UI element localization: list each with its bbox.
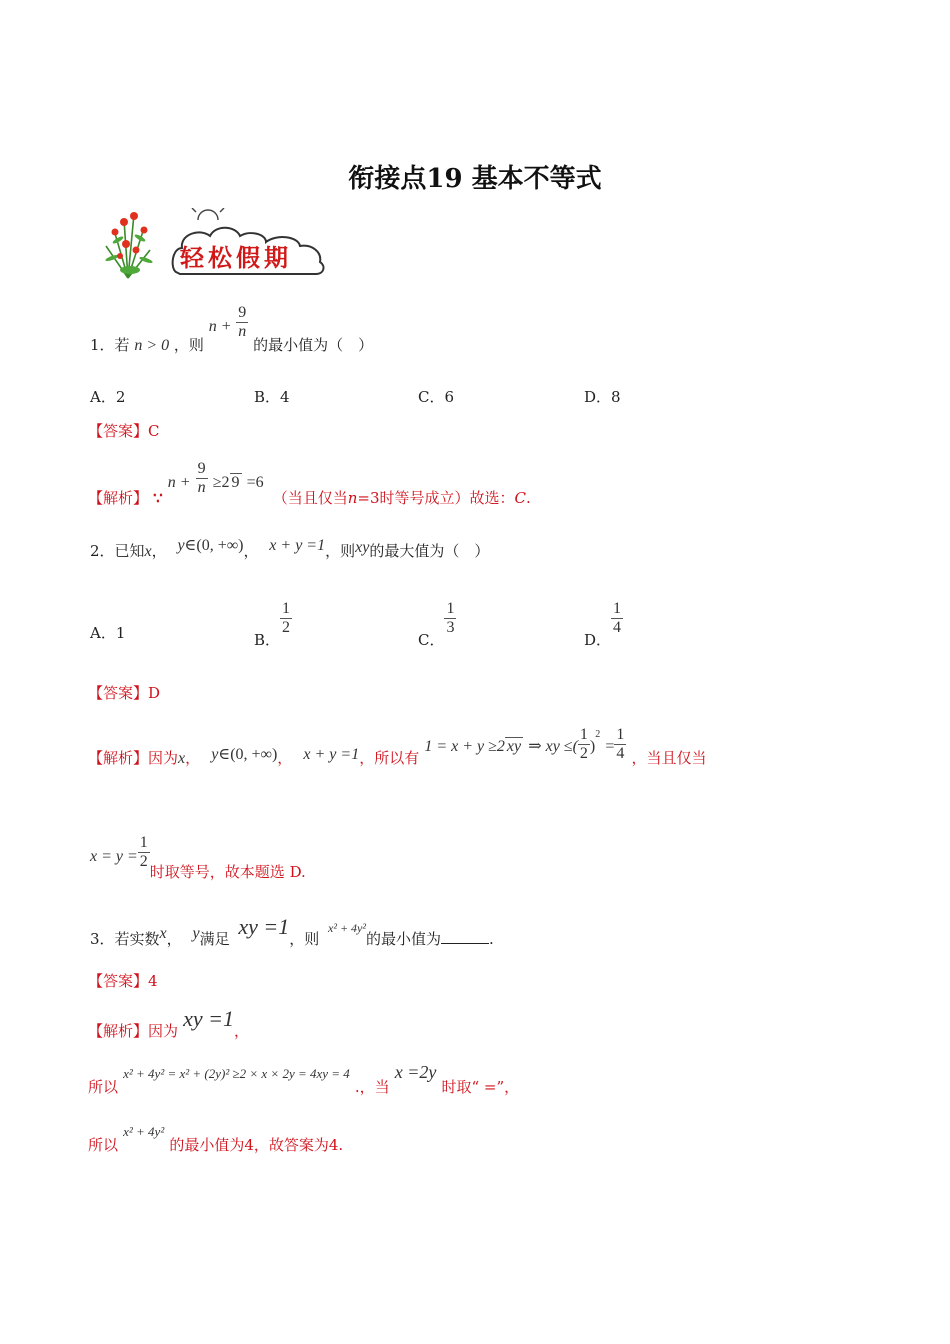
option-label: B． [254, 630, 281, 649]
paren-close: ) [589, 738, 596, 755]
analysis-text: 时取等号，故本题选 D. [149, 863, 306, 881]
comma: ， [185, 749, 201, 767]
period: . [489, 930, 494, 948]
q3-analysis-line-2 [88, 1062, 519, 1096]
analysis-text: 因为 [148, 749, 179, 767]
comma: ， [277, 749, 293, 767]
analysis-label: 【解析】 [88, 489, 149, 507]
q2-analysis [88, 712, 706, 768]
condition-xy: xy =1 [238, 914, 290, 939]
q1-answer [88, 420, 160, 441]
fraction-denominator: 2 [579, 745, 588, 762]
target-expression: x² + 4y² [123, 1124, 165, 1139]
page-title: 衔接点19 基本不等式 [348, 164, 602, 194]
answer-label: 【答案】 [88, 684, 149, 702]
question-2 [90, 537, 490, 561]
inequality-left: 1 = x + y ≥2 [424, 738, 505, 755]
equality-fraction [138, 834, 150, 871]
condition-sum: x + y =1 [303, 746, 360, 763]
question-3-text: 满足 [199, 930, 230, 948]
q1-option-c: C．6 [418, 388, 455, 406]
option-label: D． [584, 630, 612, 649]
analysis-text: ，所以有 [359, 749, 420, 767]
question-3-number: 3．若实数 [90, 930, 160, 948]
variable-x: x [144, 543, 152, 560]
fraction-denominator: 4 [616, 745, 625, 762]
analysis-text: 的最小值为4，故答案为4. [169, 1136, 344, 1154]
result-fraction [614, 726, 626, 763]
condition-interval: (0, +∞) [196, 537, 244, 554]
analysis-text: ，当且仅当 [631, 749, 707, 767]
q3-analysis [88, 1002, 250, 1040]
q1-analysis [88, 452, 531, 507]
q2-option-a: A．1 [90, 624, 126, 642]
question-3 [90, 912, 494, 946]
fraction-denominator: n [197, 479, 206, 496]
fraction-numerator: 1 [613, 600, 622, 617]
fraction-denominator: n [238, 323, 247, 340]
option-fraction [280, 600, 292, 637]
question-1-prompt: 的最小值为（ ） [253, 335, 374, 354]
analysis-text: 所以 [88, 1136, 119, 1154]
fraction-denominator: 2 [139, 853, 148, 870]
question-1 [90, 300, 373, 360]
condition-y-in: y∈ [177, 537, 197, 554]
fraction-numerator: 1 [616, 726, 625, 743]
option-label: C． [418, 630, 445, 649]
q3-answer [88, 970, 158, 991]
option-fraction [444, 600, 456, 637]
analysis-text: 所以 [88, 1078, 119, 1096]
question-2-sep: ，则 [325, 542, 356, 560]
solution-note [273, 489, 531, 507]
fraction-denominator: 4 [613, 619, 622, 636]
note-end: . [526, 489, 531, 507]
question-1-sep: ，则 [173, 335, 204, 354]
fraction-denominator: 2 [282, 619, 291, 636]
question-2-prompt: 的最大值为（ ） [369, 542, 490, 560]
answer-value: C [148, 422, 160, 440]
option-fraction [611, 600, 623, 637]
solution-result: =6 [246, 474, 264, 491]
q2-option-c [418, 594, 456, 649]
variable-xy: xy [355, 539, 370, 556]
question-3-sep: ，则 [289, 930, 320, 948]
fraction-numerator: 1 [139, 834, 148, 851]
q1-option-a: A．2 [90, 388, 126, 406]
question-1-number: 1．若 [90, 335, 130, 354]
solution-geq: ≥2 [212, 474, 230, 491]
variable-x: x [178, 750, 186, 767]
analysis-text: .，当 [354, 1078, 390, 1096]
note-text: =3时等号成立）故选： [357, 489, 515, 507]
equality-condition: x = y = [90, 848, 138, 865]
inequality-mid: ⇒ xy ≤( [528, 738, 578, 755]
condition-y-in: y∈ [211, 746, 231, 763]
q2-answer [88, 682, 160, 703]
equals: = [605, 738, 615, 755]
fraction-numerator: 9 [238, 304, 247, 321]
solution-expression: n + [167, 474, 191, 491]
fraction-numerator: 1 [579, 726, 588, 743]
analysis-text: 时取“ =”， [441, 1078, 520, 1096]
note-variable: n [347, 489, 358, 507]
fraction-denominator: 3 [446, 619, 455, 636]
note-text: （当且仅当 [272, 489, 348, 507]
variable-y: y [192, 925, 200, 942]
inequality-fraction [578, 726, 590, 763]
sqrt-radicand: 9 [231, 474, 240, 491]
answer-label: 【答案】 [88, 422, 149, 440]
note-choice: C [514, 489, 527, 507]
exponent: 2 [595, 728, 601, 740]
answer-label: 【答案】 [88, 972, 149, 990]
fraction-numerator: 9 [197, 460, 206, 477]
sqrt-radicand: xy [506, 738, 522, 755]
q1-option-b: B．4 [254, 388, 290, 406]
comma: ， [166, 930, 182, 948]
question-1-condition: n > 0 [134, 336, 170, 354]
question-1-fraction [236, 304, 248, 341]
answer-value: D [148, 684, 161, 702]
q2-option-b [254, 594, 292, 649]
inequality-chain: x² + 4y² = x² + (2y)² ≥2 × x × 2y = 4xy = 4 [123, 1066, 350, 1081]
question-1-expression: n + [208, 317, 232, 335]
banner-text: 轻松假期 [180, 243, 292, 272]
fraction-numerator: 1 [446, 600, 455, 617]
q3-analysis-line-3 [88, 1120, 343, 1154]
condition-interval: (0, +∞) [230, 746, 278, 763]
fraction-numerator: 1 [282, 600, 291, 617]
because-symbol: ∵ [153, 489, 163, 507]
question-3-prompt: 的最小值为 [365, 930, 441, 948]
comma: ， [234, 1022, 250, 1040]
solution-fraction [196, 460, 208, 497]
q2-option-d [584, 594, 623, 649]
condition-sum: x + y =1 [269, 537, 326, 554]
q2-analysis-continued [90, 824, 306, 881]
comma: ， [243, 542, 259, 560]
analysis-label: 【解析】 [88, 749, 149, 767]
question-2-number: 2．已知 [90, 542, 145, 560]
analysis-label: 【解析】 [88, 1022, 149, 1040]
condition-xy: xy =1 [183, 1006, 234, 1031]
target-expression: x² + 4y² [328, 921, 366, 935]
q1-option-d: D．8 [584, 388, 621, 406]
equality-condition: x =2y [394, 1062, 437, 1082]
answer-blank[interactable] [441, 943, 489, 944]
variable-x: x [159, 925, 167, 942]
answer-value: 4 [148, 972, 158, 990]
comma: ， [151, 542, 167, 560]
analysis-text: 因为 [148, 1022, 179, 1040]
